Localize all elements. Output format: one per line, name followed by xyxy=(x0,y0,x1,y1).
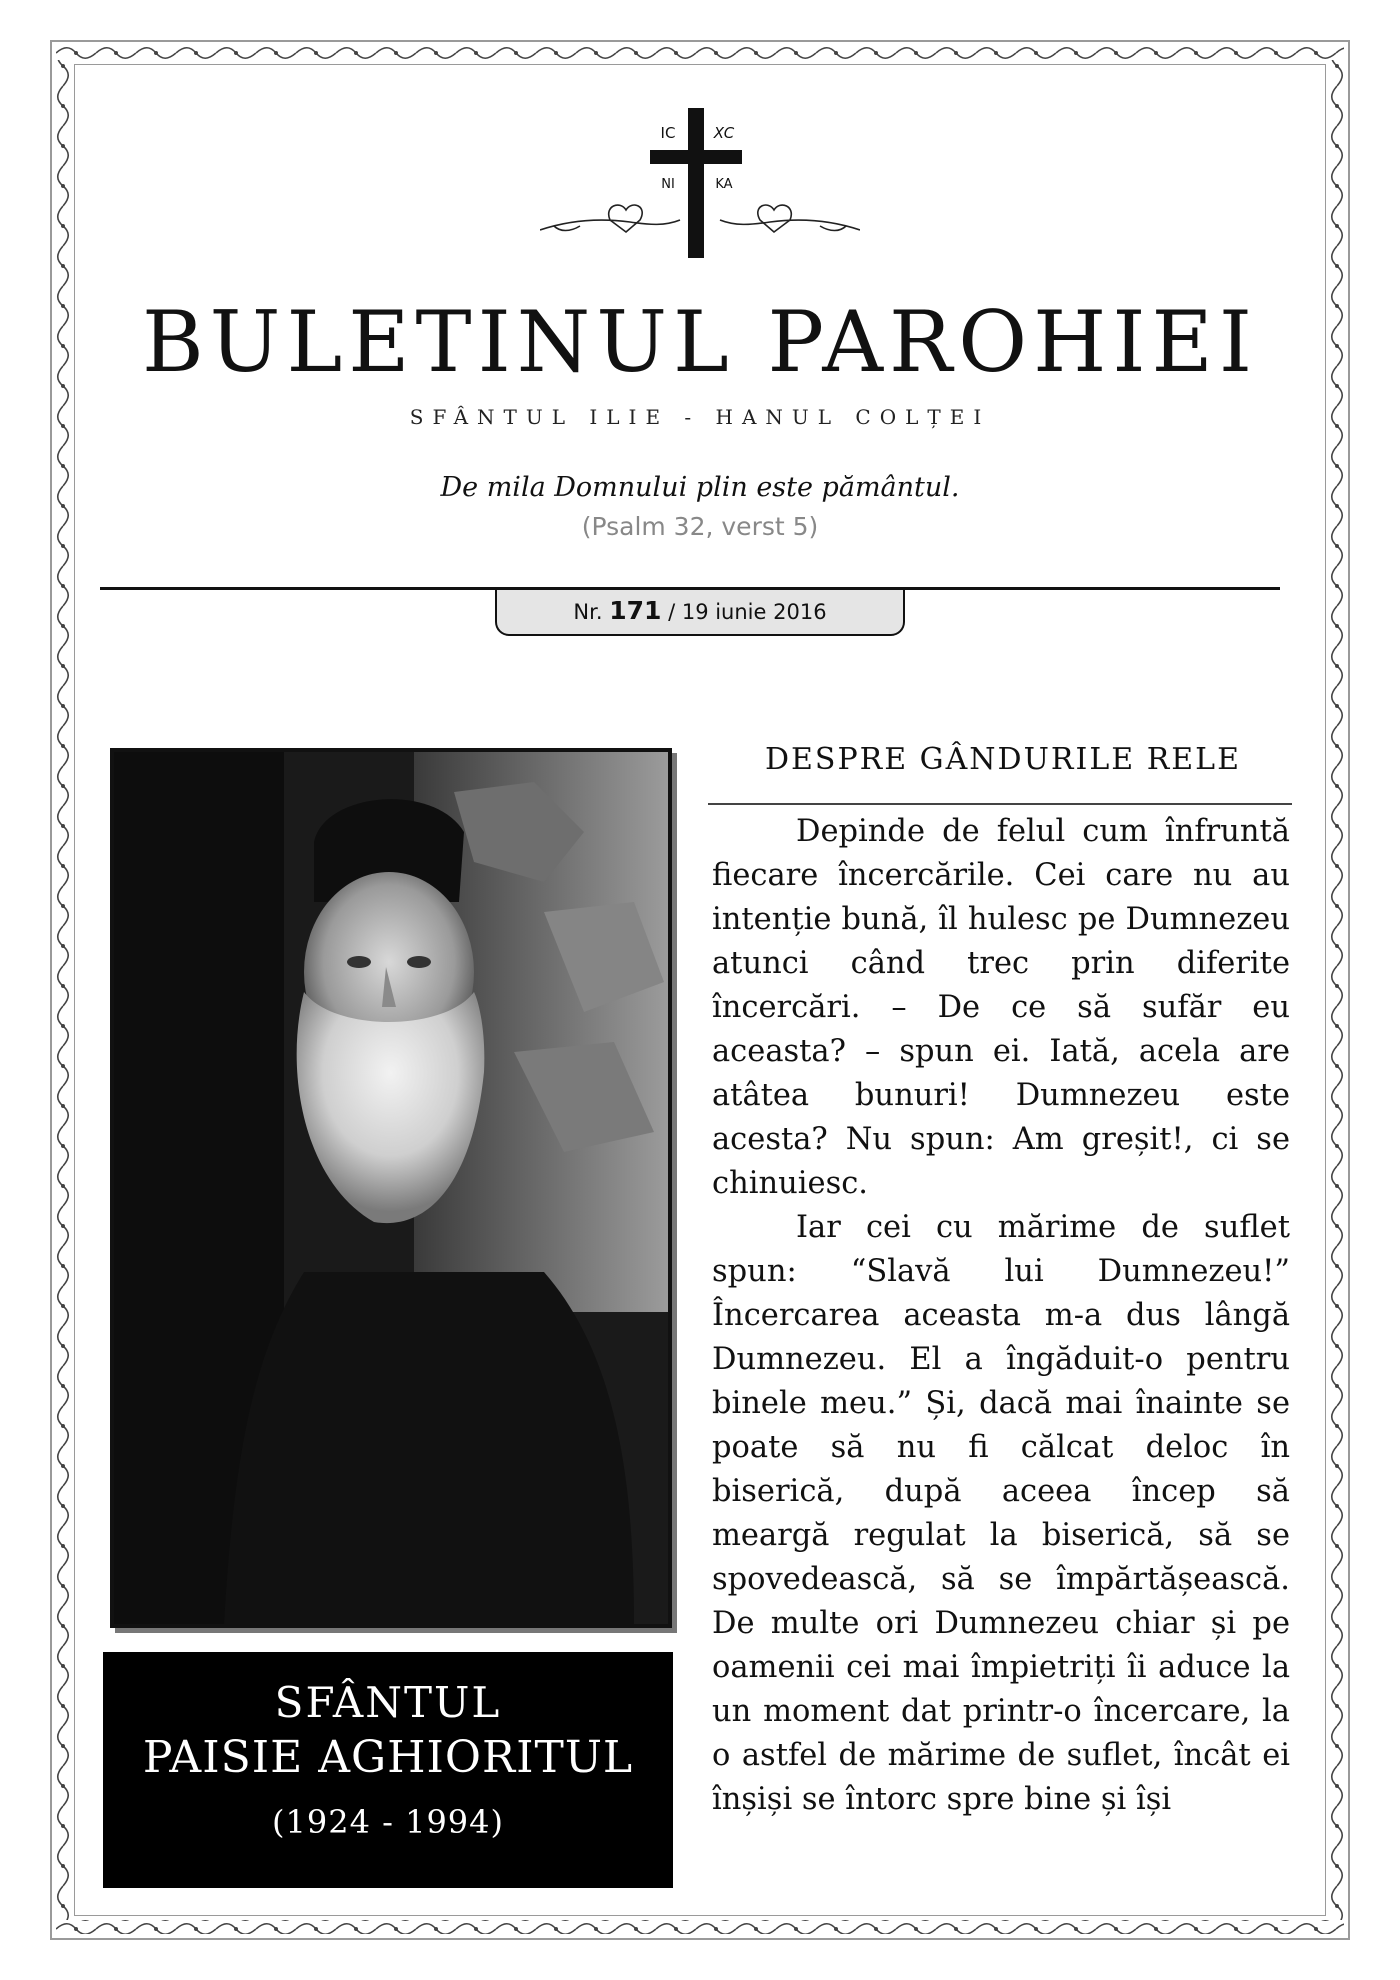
article-body xyxy=(712,810,1290,1830)
parish-name: SFÂNTUL ILIE - HANUL COLȚEI xyxy=(409,405,991,429)
article-paragraph: Iar cei cu mărime de suflet spun: “Slavă lui Dumnezeu!” Încercarea aceasta m-a dus lângă Dumnezeu. El a îngăduit-o pentru binele meu.” Și, dacă mai înainte se poate să nu fi călcat deloc în biserică, după aceea încep să meargă regulat la biserică, să se spovedească, să se împărtășească. De multe ori Dumnezeu chiar și pe oamenii cei mai împietriți îi aduce la un moment dat printr-o încercare, la o astfel de mărime de suflet, încât ei înșiși se întorc spre bine și își xyxy=(712,1210,1290,1817)
caption-name: PAISIE AGHIORITUL xyxy=(142,1732,634,1784)
issue-number: 171 xyxy=(609,596,662,625)
motto-reference: (Psalm 32, verst 5) xyxy=(581,512,819,541)
issue-tab xyxy=(495,590,905,636)
emblem-ka: KA xyxy=(715,177,733,192)
emblem-xc: XC xyxy=(713,124,735,142)
issue-prefix: Nr. xyxy=(573,600,603,624)
article-heading: DESPRE GÂNDURILE RELE xyxy=(764,742,1242,777)
motto-quote: De mila Domnului plin este pământul. xyxy=(440,472,960,503)
emblem-ic: IC xyxy=(660,124,676,142)
article-paragraph: Depinde de felul cum înfruntă fiecare încercările. Cei care nu au intenție bună, îl hulesc pe Dumnezeu atunci când trec prin diferite încercări. – De ce să sufăr eu aceasta? – spun ei. Iată, acela are atâtea bunuri! Dumnezeu este acesta? Nu spun: Am greșit!, ci se chinuiesc. xyxy=(712,814,1290,1201)
flourish-left-icon xyxy=(540,205,680,232)
issue-date: / 19 iunie 2016 xyxy=(668,600,827,624)
caption-years: (1924 - 1994) xyxy=(272,1802,504,1841)
portrait-photo xyxy=(110,748,672,1628)
caption-title: SFÂNTUL xyxy=(274,1678,502,1727)
emblem-ni: NI xyxy=(661,177,675,192)
flourish-right-icon xyxy=(720,205,860,232)
article-divider xyxy=(708,803,1292,805)
cross-emblem xyxy=(540,108,860,258)
portrait-caption xyxy=(103,1652,673,1888)
bulletin-title: BULETINUL PAROHIEI xyxy=(141,293,1259,391)
